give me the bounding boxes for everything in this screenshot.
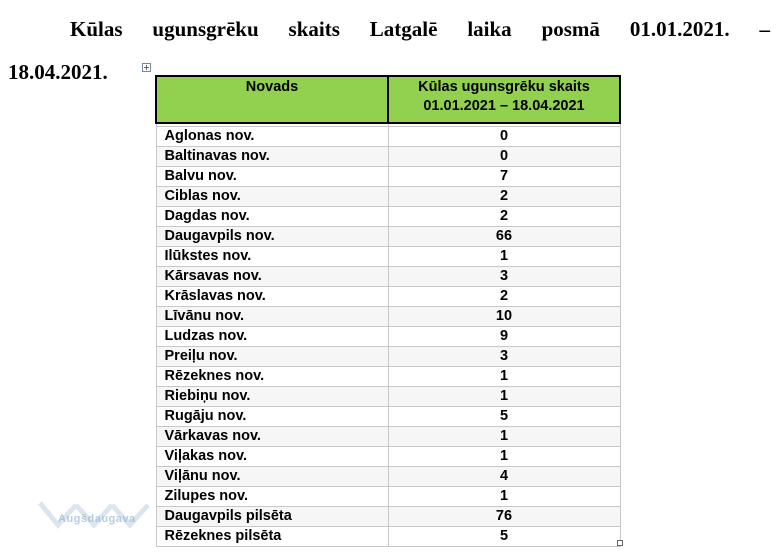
row-fire-count: 1 bbox=[388, 247, 620, 267]
title-word: Kūlas bbox=[70, 17, 123, 41]
table-resize-handle-icon[interactable] bbox=[617, 540, 623, 546]
row-novads-name: Zilupes nov. bbox=[156, 487, 388, 507]
title-word: 01.01.2021. bbox=[629, 17, 730, 41]
row-fire-count: 1 bbox=[388, 487, 620, 507]
row-fire-count: 2 bbox=[388, 187, 620, 207]
table-row bbox=[156, 227, 620, 247]
row-fire-count: 10 bbox=[388, 307, 620, 327]
title-word: ugunsgrēku bbox=[152, 17, 259, 41]
header-count bbox=[388, 76, 620, 123]
table-body bbox=[156, 123, 620, 547]
table-row bbox=[156, 487, 620, 507]
row-novads-name: Krāslavas nov. bbox=[156, 287, 388, 307]
header-count-line1: Kūlas ugunsgrēku skaits bbox=[418, 79, 590, 95]
table-row bbox=[156, 127, 620, 147]
row-fire-count: 3 bbox=[388, 347, 620, 367]
row-fire-count: 3 bbox=[388, 267, 620, 287]
row-novads-name: Ludzas nov. bbox=[156, 327, 388, 347]
row-fire-count: 1 bbox=[388, 447, 620, 467]
table-row bbox=[156, 187, 620, 207]
table-row bbox=[156, 427, 620, 447]
row-fire-count: 66 bbox=[388, 227, 620, 247]
table-row bbox=[156, 267, 620, 287]
table-row bbox=[156, 367, 620, 387]
document-title-line-2: 18.04.2021. bbox=[8, 60, 108, 84]
row-novads-name: Daugavpils nov. bbox=[156, 227, 388, 247]
row-fire-count: 4 bbox=[388, 467, 620, 487]
row-fire-count: 5 bbox=[388, 527, 620, 547]
row-fire-count: 1 bbox=[388, 427, 620, 447]
row-novads-name: Vārkavas nov. bbox=[156, 427, 388, 447]
title-word: – bbox=[759, 17, 770, 41]
table-row bbox=[156, 247, 620, 267]
row-fire-count: 5 bbox=[388, 407, 620, 427]
row-fire-count: 7 bbox=[388, 167, 620, 187]
row-fire-count: 0 bbox=[388, 147, 620, 167]
table-row bbox=[156, 147, 620, 167]
row-novads-name: Ciblas nov. bbox=[156, 187, 388, 207]
table-row bbox=[156, 327, 620, 347]
row-fire-count: 9 bbox=[388, 327, 620, 347]
table-row bbox=[156, 287, 620, 307]
row-novads-name: Rēzeknes pilsēta bbox=[156, 527, 388, 547]
row-fire-count: 2 bbox=[388, 207, 620, 227]
table-row bbox=[156, 527, 620, 547]
row-novads-name: Ilūkstes nov. bbox=[156, 247, 388, 267]
table-row bbox=[156, 387, 620, 407]
row-novads-name: Dagdas nov. bbox=[156, 207, 388, 227]
header-novads: Novads bbox=[156, 76, 388, 123]
row-novads-name: Baltinavas nov. bbox=[156, 147, 388, 167]
table-header-row bbox=[156, 76, 620, 123]
table-row bbox=[156, 347, 620, 367]
title-word: skaits bbox=[288, 17, 340, 41]
title-word: laika bbox=[467, 17, 512, 41]
table-row bbox=[156, 507, 620, 527]
row-novads-name: Balvu nov. bbox=[156, 167, 388, 187]
title-word: posmā bbox=[541, 17, 600, 41]
row-novads-name: Viļakas nov. bbox=[156, 447, 388, 467]
fires-table bbox=[155, 75, 621, 547]
row-novads-name: Rugāju nov. bbox=[156, 407, 388, 427]
table-row bbox=[156, 467, 620, 487]
row-novads-name: Preiļu nov. bbox=[156, 347, 388, 367]
row-novads-name: Rēzeknes nov. bbox=[156, 367, 388, 387]
watermark-text: Augšdaugava bbox=[58, 513, 136, 525]
row-novads-name: Viļānu nov. bbox=[156, 467, 388, 487]
row-novads-name: Daugavpils pilsēta bbox=[156, 507, 388, 527]
table-row bbox=[156, 407, 620, 427]
row-novads-name: Aglonas nov. bbox=[156, 127, 388, 147]
row-novads-name: Riebiņu nov. bbox=[156, 387, 388, 407]
table-row bbox=[156, 167, 620, 187]
row-fire-count: 1 bbox=[388, 387, 620, 407]
document-title-line-1 bbox=[70, 17, 770, 42]
row-fire-count: 0 bbox=[388, 127, 620, 147]
row-fire-count: 76 bbox=[388, 507, 620, 527]
row-novads-name: Līvānu nov. bbox=[156, 307, 388, 327]
table-row bbox=[156, 307, 620, 327]
header-count-line2: 01.01.2021 – 18.04.2021 bbox=[423, 98, 585, 114]
row-novads-name: Kārsavas nov. bbox=[156, 267, 388, 287]
table-row bbox=[156, 207, 620, 227]
row-fire-count: 1 bbox=[388, 367, 620, 387]
title-word: Latgalē bbox=[369, 17, 438, 41]
table-row bbox=[156, 447, 620, 467]
table-move-handle-icon[interactable] bbox=[142, 63, 151, 72]
row-fire-count: 2 bbox=[388, 287, 620, 307]
